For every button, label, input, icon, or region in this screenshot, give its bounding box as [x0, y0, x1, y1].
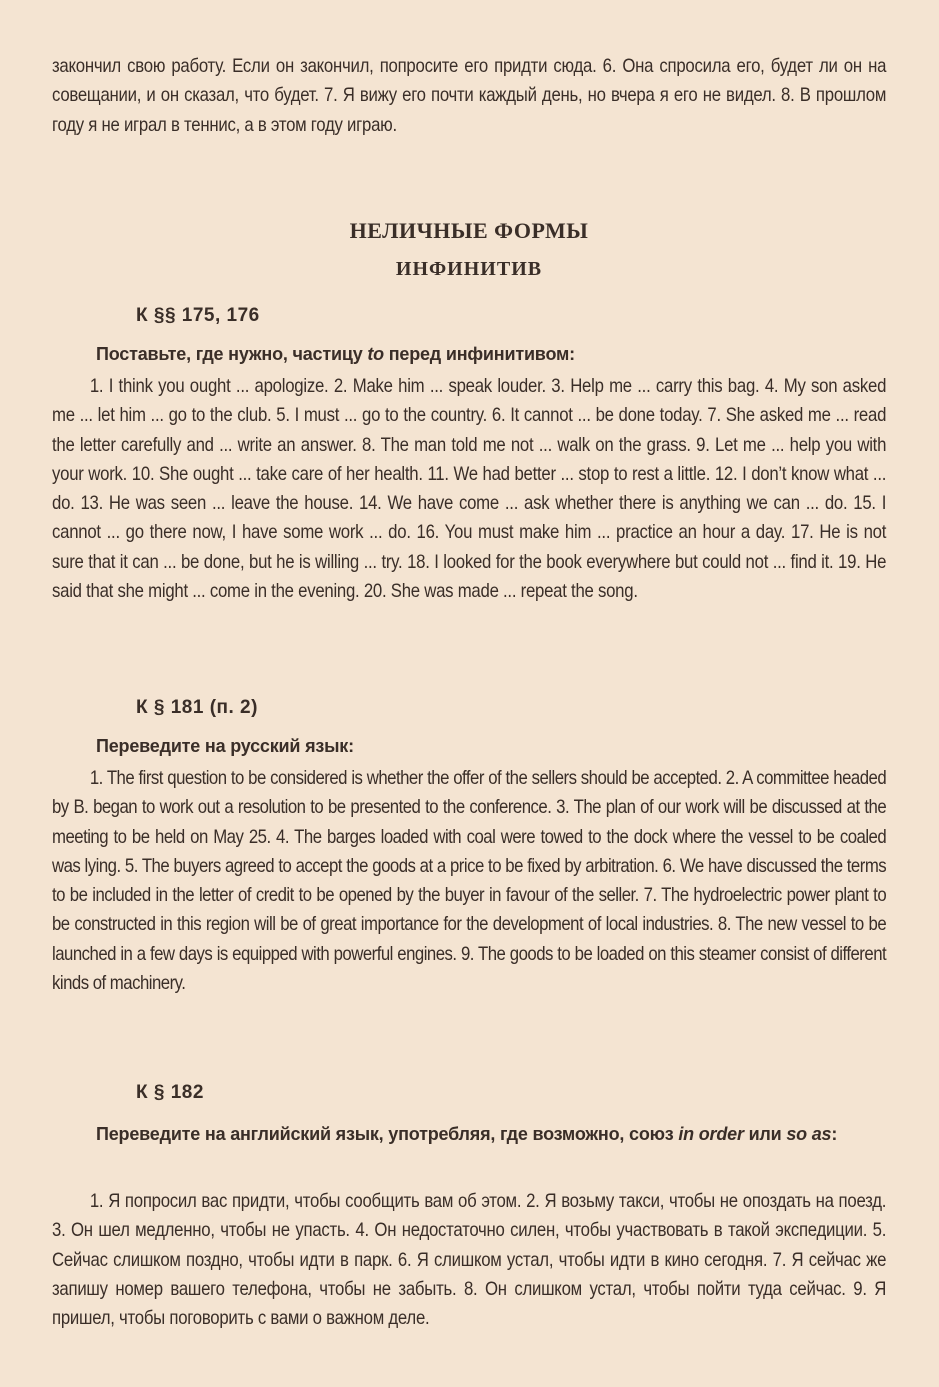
section-task-182 — [52, 1120, 886, 1149]
exercise-text-182: 1. Я попросил вас придти, чтобы сообщить вам об этом. 2. Я возьму такси, чтобы не опоздать на поезд. 3. Он шел медленно, чтобы не упасть. 4. Он недостаточно силен, чтобы участвовать в такой экспедиции. 5. Сейчас слишком поздно, чтобы идти в парк. 6. Я слишком устал, чтобы идти в кино сегодня. 7. Я сейчас же запишу номер вашего телефона, чтобы не забыть. 8. Он слишком устал, чтобы пойти туда сейчас. 9. Я пришел, чтобы поговорить с вами о важном деле. — [52, 1190, 887, 1330]
task-text-after: : — [831, 1124, 838, 1144]
chapter-title: НЕЛИЧНЫЕ ФОРМЫ — [349, 218, 589, 243]
continuation-paragraph: закончил свою работу. Если он закончил, попросите его придти сюда. 6. Она спросила его, будет ли он на совещании, и он сказал, что будет. 7. Я вижу его почти каждый день, но вчера я его не видел. 8. В прошлом году я не играл в теннис, а в этом году играю. — [52, 55, 887, 136]
task-text-after: перед инфинитивом: — [383, 344, 575, 364]
exercise-block-181 — [52, 764, 886, 998]
section-ref-175-176: К §§ 175, 176 — [136, 305, 260, 326]
section-ref-181: К § 181 (п. 2) — [136, 697, 258, 718]
continuation-block — [52, 52, 886, 140]
section-task-175-176 — [96, 344, 575, 365]
task-text-before: Поставьте, где нужно, частицу — [96, 344, 368, 364]
task-italic-so-as: so as — [786, 1124, 832, 1144]
task-italic-to: to — [367, 344, 384, 364]
exercise-text-181: 1. The first question to be considered is whether the offer of the sellers should be accepted. 2. A committee headed by B. began to work out a resolution to be presented to the conference. 3. The plan of our work will be discussed at the meeting to be held on May 25. 4. The barges loaded with coal were towed to the dock where the vessel to be coaled was lying. 5. The buyers agreed to accept the goods at a price to be fixed by arbitration. 6. We have discussed the terms to be included in the letter of credit to be opened by the buyer in favour of the seller. 7. The hydroelectric power plant to be constructed in this region will be of great importance for the development of local industries. 8. The new vessel to be launched in a few days is equipped with powerful engines. 9. The goods to be loaded on this steamer consist of different kinds of machinery. — [52, 767, 887, 995]
task-text-before: Переведите на английский язык, употребляя, где возможно, союз — [96, 1124, 679, 1144]
exercise-block-175-176 — [52, 372, 886, 606]
exercise-text-175-176: 1. I think you ought ... apologize. 2. Make him ... speak louder. 3. Help me ... carry this bag. 4. My son asked me ... let him ... go to the club. 5. I must ... go to the country. 6. It cannot ... be done today. 7. She asked me ... read the letter carefully and ... write an answer. 8. The man told me not ... walk on the grass. 9. Let me ... help you with your work. 10. She ought ... take care of her health. 11. We had better ... stop to rest a little. 12. I don’t know what ... do. 13. He was seen ... leave the house. 14. We have come ... ask whether there is anything we can ... do. 15. I cannot ... go there now, I have some work ... do. 16. You must make him ... practice an hour a day. 17. He is not sure that it can ... be done, but he is willing ... try. 18. I looked for the book everywhere but could not ... find it. 19. He said that she might ... come in the evening. 20. She was made ... repeat the song. — [52, 375, 887, 603]
section-ref-182: К § 182 — [136, 1082, 204, 1103]
section-task-181: Переведите на русский язык: — [96, 736, 354, 756]
exercise-block-182 — [52, 1187, 886, 1333]
subchapter-title: ИНФИНИТИВ — [395, 258, 543, 280]
task-italic-in-order: in order — [678, 1124, 744, 1144]
task-text-middle: или — [743, 1124, 787, 1144]
